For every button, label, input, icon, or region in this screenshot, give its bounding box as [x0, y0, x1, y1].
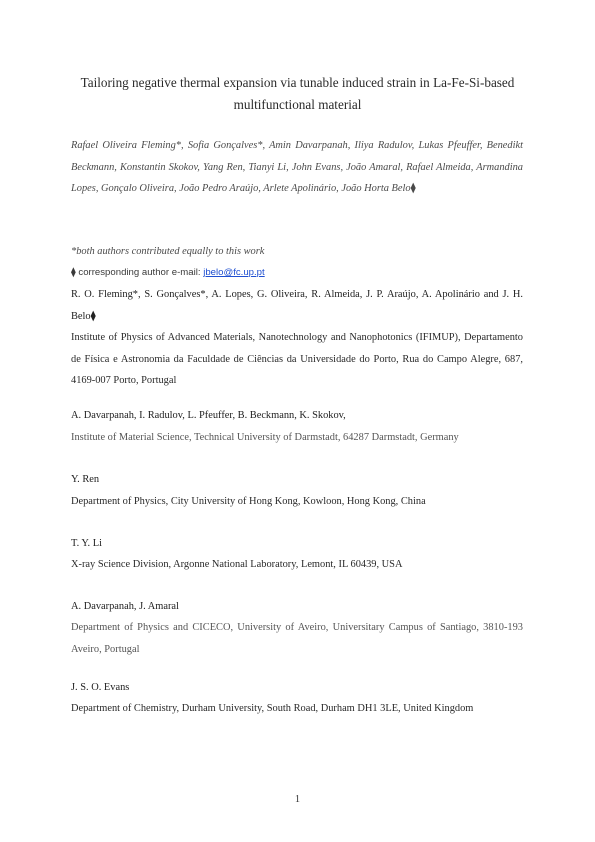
affiliation-2-names: A. Davarpanah, I. Radulov, L. Pfeuffer, B. Beckmann, K. Skokov,: [71, 410, 346, 421]
affiliation-5-institution: Department of Physics and CICECO, University of Aveiro, Universitary Campus of Santiago, 3810-193 Aveiro, Portugal: [71, 622, 523, 655]
affiliation-5-names: A. Davarpanah, J. Amaral: [71, 601, 179, 612]
paper-title: Tailoring negative thermal expansion via tunable induced strain in La-Fe-Si-based multifunctional material: [80, 75, 515, 112]
affiliation-6-institution: Department of Chemistry, Durham University, South Road, Durham DH1 3LE, United Kingdom: [71, 703, 474, 714]
author-list: Rafael Oliveira Fleming*, Sofia Gonçalves*, Amin Davarpanah, Iliya Radulov, Lukas Pfeuffer, Benedikt Beckmann, Konstantin Skokov, Yang Ren, Tianyi Li, John Evans, João Amaral, Rafael Almeida, Armandina Lopes, Gonçalo Oliveira, João Pedro Araújo, Arlete Apolinário, João Horta Belo⧫: [71, 140, 523, 194]
affiliation-6-names: J. S. O. Evans: [71, 682, 130, 693]
page-number: 1: [294, 794, 301, 805]
corresponding-author-line: [71, 262, 523, 284]
affiliation-1-names: R. O. Fleming*, S. Gonçalves*, A. Lopes, G. Oliveira, R. Almeida, J. P. Araújo, A. Apolinário and J. H. Belo⧫: [71, 289, 523, 322]
affiliation-3-institution: Department of Physics, City University of Hong Kong, Kowloon, Hong Kong, China: [71, 496, 426, 507]
affiliation-2-institution: Institute of Material Science, Technical University of Darmstadt, 64287 Darmstadt, Germany: [71, 432, 459, 443]
corresponding-author-label: ⧫ corresponding author e-mail:: [71, 267, 204, 278]
affiliation-3-names: Y. Ren: [71, 474, 100, 485]
affiliation-4-institution: X-ray Science Division, Argonne National Laboratory, Lemont, IL 60439, USA: [71, 559, 403, 570]
affiliation-4-names: T. Y. Li: [71, 538, 102, 549]
affiliation-1-institution: Institute of Physics of Advanced Materials, Nanotechnology and Nanophotonics (IFIMUP), Departamento de Física e Astronomia da Faculdade de Ciências da Universidade do Porto, Rua do Campo Alegre, 687, 4169-007 Porto, Portugal: [71, 332, 523, 386]
corresponding-email-link[interactable]: jbelo@fc.up.pt: [203, 267, 265, 278]
equal-contribution-note: *both authors contributed equally to this work: [71, 246, 265, 257]
